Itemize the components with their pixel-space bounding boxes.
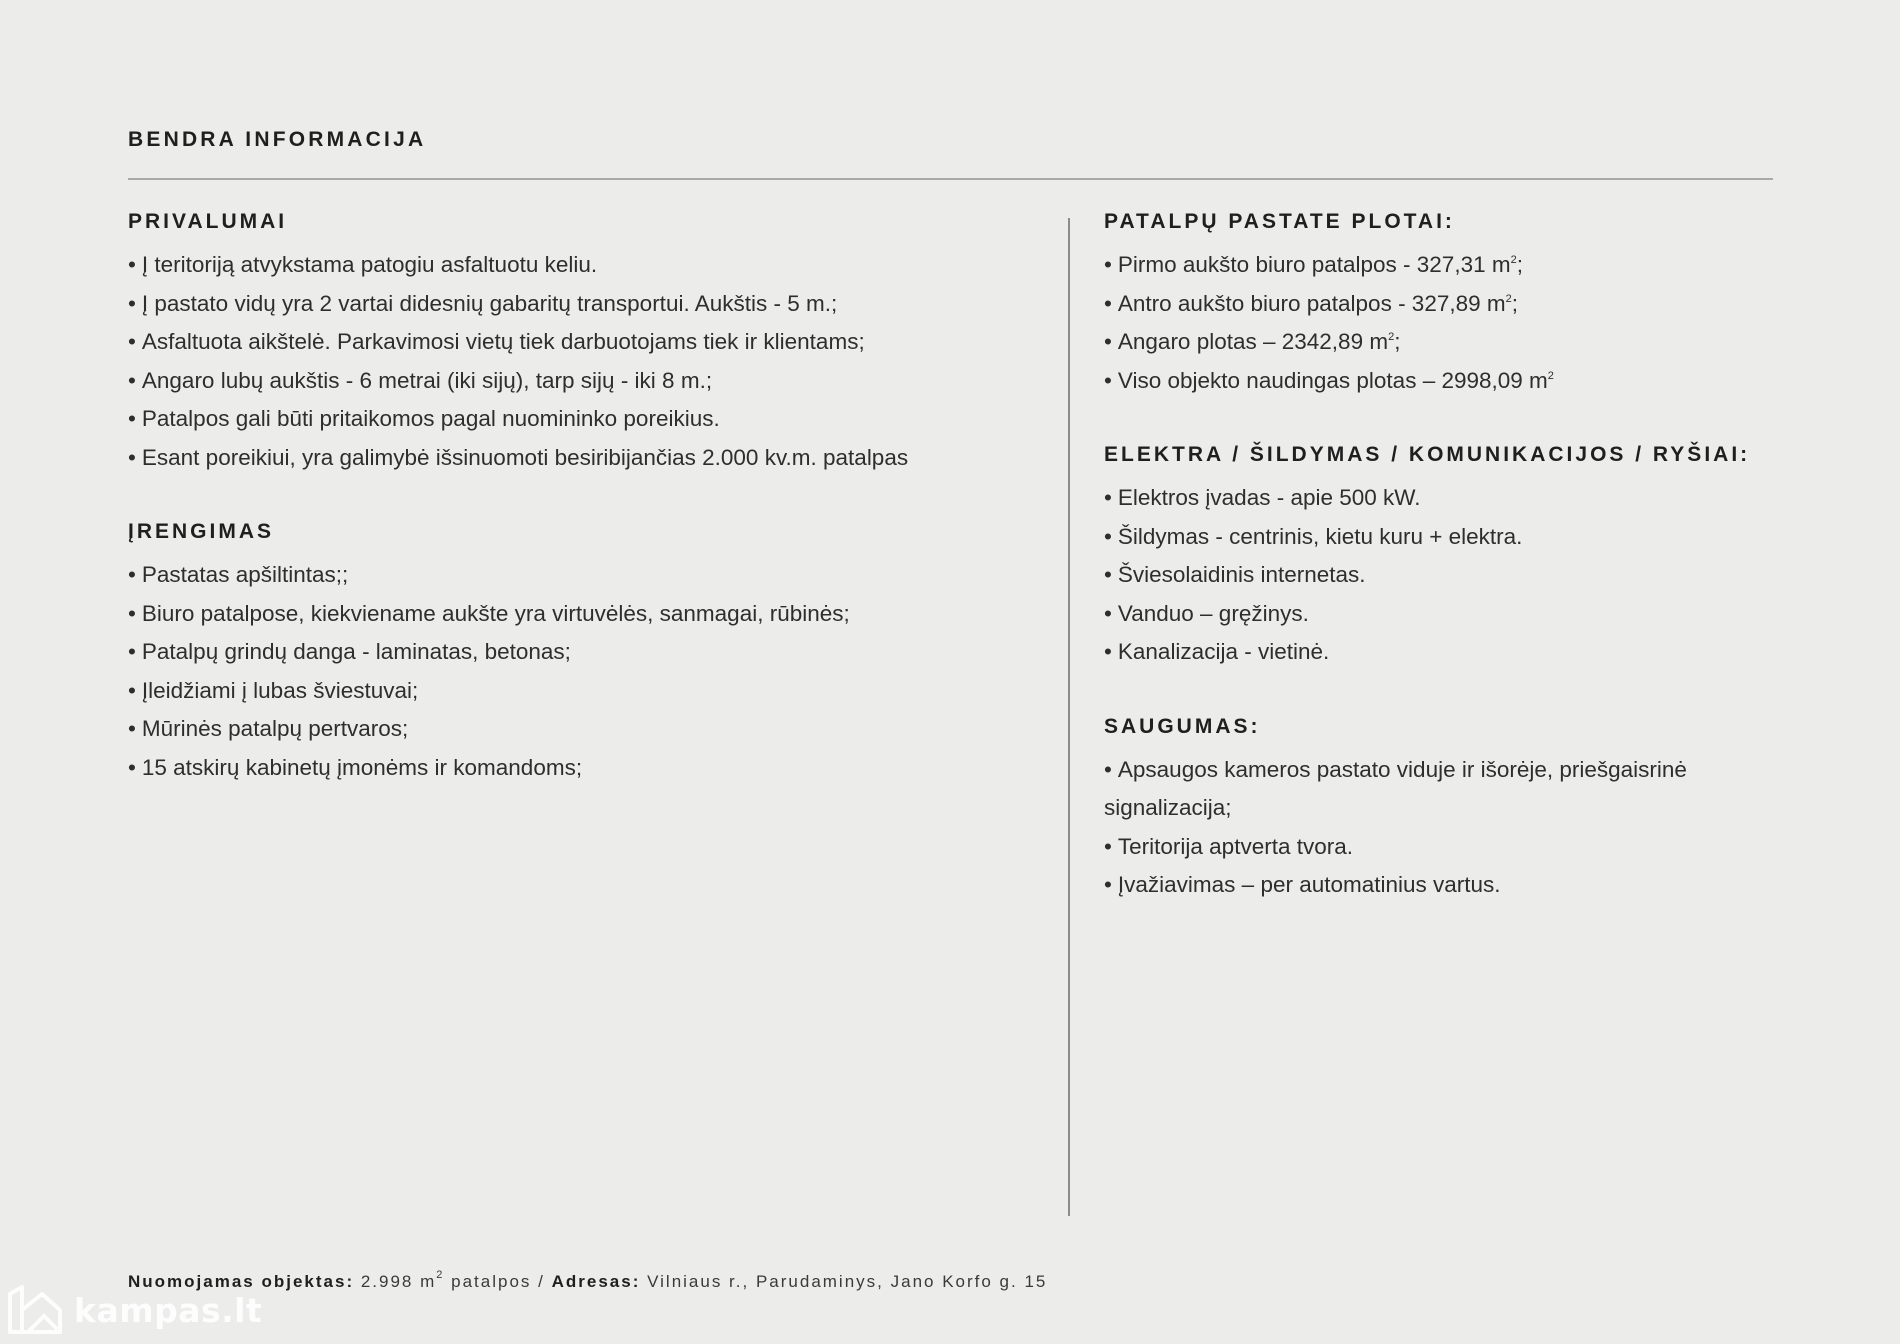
page-title: BENDRA INFORMACIJA — [128, 128, 427, 151]
list-item: • 15 atskirų kabinetų įmonėms ir komandoms; — [128, 754, 583, 780]
right-column — [1104, 206, 1804, 944]
list-item: • Viso objekto naudingas plotas – 2998,09 $m^2$ — [1104, 367, 1554, 393]
irengimas-title: ĮRENGIMAS — [128, 520, 275, 543]
list-item: • Į pastato vidų yra 2 vartai didesnių gabaritų transportui. Aukštis - 5 m.; — [128, 290, 838, 316]
list-item: • Angaro lubų aukštis - 6 metrai (iki sijų), tarp sijų - iki 8 m.; — [128, 367, 713, 393]
list-item: • Esant poreikiui, yra galimybė išsinuomoti besiribijančias 2.000 kv.m. patalpas — [128, 444, 909, 470]
list-item: • Pastatas apšiltintas;; — [128, 562, 349, 587]
elektra-title: ELEKTRA / ŠILDYMAS / KOMUNIKACIJOS / RYŠIAI: — [1104, 443, 1751, 466]
list-item: • Patalpų grindų danga - laminatas, betonas; — [128, 639, 571, 664]
privalumai-section — [128, 206, 1028, 477]
top-divider — [128, 178, 1773, 180]
list-item: • Mūrinės patalpų pertvaros; — [128, 716, 409, 741]
saugumas-title: SAUGUMAS: — [1104, 714, 1261, 738]
footer-address-label: Adresas: — [551, 1272, 641, 1291]
plotai-title: PATALPŲ PASTATE PLOTAI: — [1104, 210, 1455, 233]
footer-address-value: Vilniaus r., Parudaminys, Jano Korfo g. 15 — [647, 1272, 1048, 1291]
saugumas-section — [1104, 711, 1804, 905]
list-item: • Pirmo aukšto biuro patalpos - 327,31 $m^2$; — [1104, 252, 1523, 277]
list-item: • Vanduo – gręžinys. — [1104, 600, 1309, 626]
left-column — [128, 206, 1028, 826]
list-item: • Šviesolaidinis internetas. — [1104, 562, 1366, 587]
list-item: • Teritorija aptverta tvora. — [1104, 833, 1353, 859]
irengimas-section — [128, 516, 1028, 787]
list-item: • Šildymas - centrinis, kietu kuru + elektra. — [1104, 523, 1523, 549]
plotai-section — [1104, 206, 1804, 400]
list-item: • Patalpos gali būti pritaikomos pagal nuomininko poreikius. — [128, 406, 720, 431]
list-item: • Antro aukšto biuro patalpos - 327,89 $m^2$; — [1104, 290, 1519, 316]
watermark-text: kampas.lt — [74, 1290, 263, 1330]
list-item: • Biuro patalpose, kiekviename aukšte yra virtuvėlės, sanmagai, rūbinės; — [128, 600, 850, 626]
house-logo-icon — [6, 1284, 64, 1336]
list-item: • Įvažiavimas – per automatinius vartus. — [1104, 872, 1501, 897]
footer-object-label: Nuomojamas objektas: — [128, 1272, 355, 1291]
list-item: • Įleidžiami į lubas šviestuvai; — [128, 677, 419, 703]
elektra-section — [1104, 439, 1804, 672]
footer-object-value: 2.998 $m^2$ patalpos / — [360, 1269, 545, 1291]
list-item: • Elektros įvadas - apie 500 kW. — [1104, 485, 1421, 510]
list-item: • Apsaugos kameros pastato viduje ir išorėje, priešgaisrinė signalizacija; — [1104, 756, 1687, 820]
column-divider — [1068, 218, 1070, 1216]
list-item: • Kanalizacija - vietinė. — [1104, 639, 1330, 664]
list-item: • Į teritoriją atvykstama patogiu asfaltuotu keliu. — [128, 252, 598, 277]
privalumai-title: PRIVALUMAI — [128, 210, 288, 233]
list-item: • Angaro plotas – 2342,89 $m^2$; — [1104, 329, 1401, 354]
list-item: • Asfaltuota aikštelė. Parkavimosi vietų tiek darbuotojams tiek ir klientams; — [128, 329, 865, 354]
footer-info — [128, 1269, 1048, 1292]
watermark — [6, 1284, 262, 1336]
